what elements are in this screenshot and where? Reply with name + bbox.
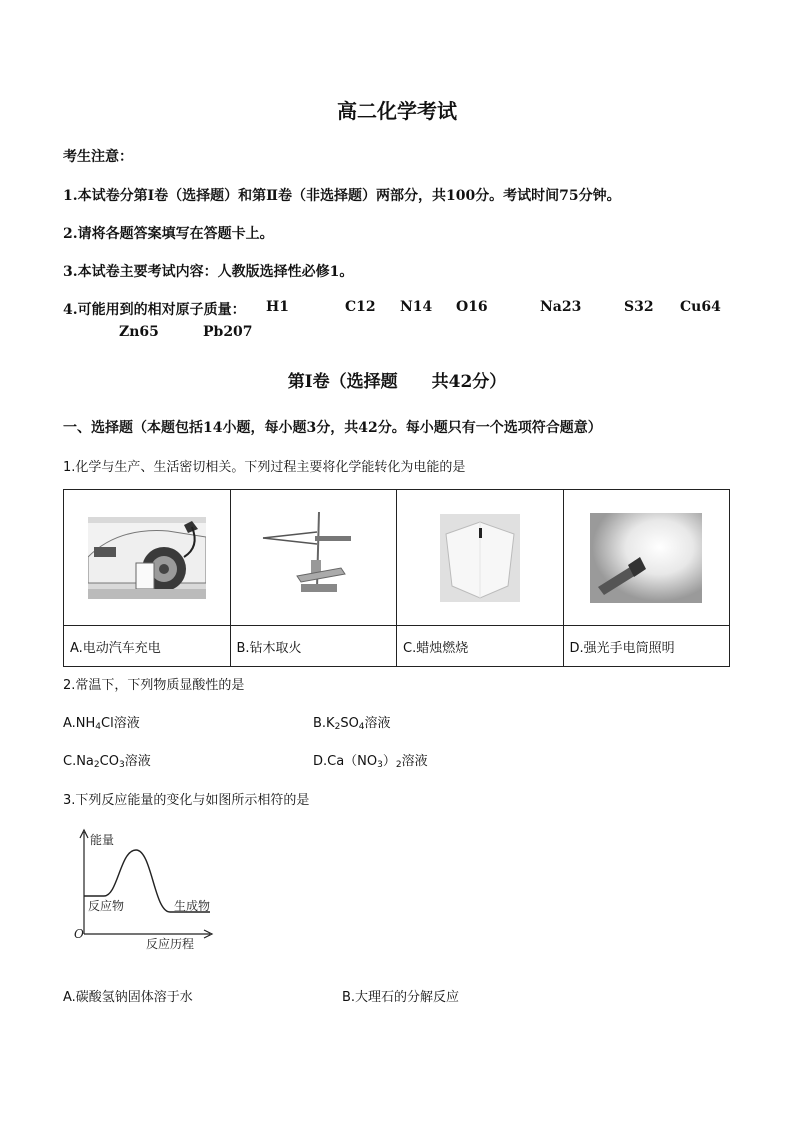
- q3-option-a: A.碳酸氢钠固体溶于水: [63, 990, 193, 1005]
- candle-photo: [440, 514, 520, 602]
- energy-diagram: [70, 826, 220, 952]
- atomic-mass: N14: [400, 299, 433, 315]
- notice-heading: 考生注意：: [63, 149, 133, 165]
- q1-stem: 1.化学与生产、生活密切相关。下列过程主要将化学能转化为电能的是: [63, 460, 466, 475]
- drill-fire-photo: [257, 510, 369, 606]
- atomic-mass: Zn65: [119, 324, 159, 340]
- q1-option-c: C.蜡烛燃烧: [397, 626, 564, 667]
- atomic-mass: Na23: [540, 299, 582, 315]
- product-label: 生成物: [174, 899, 211, 913]
- q2-option-d: $D.Ca(NO_3)_2$溶液: [313, 754, 428, 770]
- notice-item-3: 3.本试卷主要考试内容：人教版选择性必修1。: [63, 264, 354, 280]
- q1-option-b: B.钻木取火: [230, 626, 397, 667]
- q2-stem: 2.常温下，下列物质显酸性的是: [63, 678, 245, 693]
- atomic-mass: Cu64: [680, 299, 721, 315]
- q1-option-d: D.强光手电筒照明: [563, 626, 730, 667]
- section-heading: 一、选择题（本题包括14小题，每小题3分，共42分。每小题只有一个选项符合题意）: [63, 420, 602, 436]
- reactant-label: 反应物: [88, 899, 125, 913]
- q2-option-b: $B.K_2SO_4$溶液: [313, 716, 391, 732]
- notice-item-4-label: 4.可能用到的相对原子质量：: [63, 302, 246, 318]
- q1-image-cell-b: [230, 490, 397, 626]
- atomic-mass: Pb207: [203, 324, 253, 340]
- atomic-mass: O16: [456, 299, 488, 315]
- exam-title: 高二化学考试: [337, 99, 457, 123]
- atomic-mass: S32: [624, 299, 654, 315]
- ev-charging-photo: [88, 517, 206, 599]
- q1-options-table: [63, 489, 730, 667]
- atomic-mass-list: [0, 299, 794, 345]
- q3-option-b: B.大理石的分解反应: [342, 990, 460, 1005]
- atomic-mass: C12: [345, 299, 376, 315]
- q1-image-cell-d: [563, 490, 730, 626]
- q2-option-a: $A.NH_4Cl$溶液: [63, 716, 140, 732]
- atomic-mass: H1: [266, 299, 289, 315]
- q2-option-c: $C.Na_2CO_3$溶液: [63, 754, 151, 770]
- y-axis-label: 能量: [90, 833, 115, 847]
- q1-option-a: A.电动汽车充电: [64, 626, 231, 667]
- q1-image-cell-c: [397, 490, 564, 626]
- q1-image-cell-a: [64, 490, 231, 626]
- part-1-title: 第Ⅰ卷（选择题 共42分）: [287, 372, 507, 392]
- x-axis-label: 反应历程: [146, 937, 195, 951]
- origin-label: O: [74, 927, 84, 941]
- notice-item-2: 2.请将各题答案填写在答题卡上。: [63, 226, 274, 242]
- flashlight-photo: [590, 513, 702, 603]
- notice-item-1: 1.本试卷分第Ⅰ卷（选择题）和第Ⅱ卷（非选择题）两部分，共100分。考试时间75分钟。: [63, 188, 621, 204]
- q3-stem: 3.下列反应能量的变化与如图所示相符的是: [63, 793, 310, 808]
